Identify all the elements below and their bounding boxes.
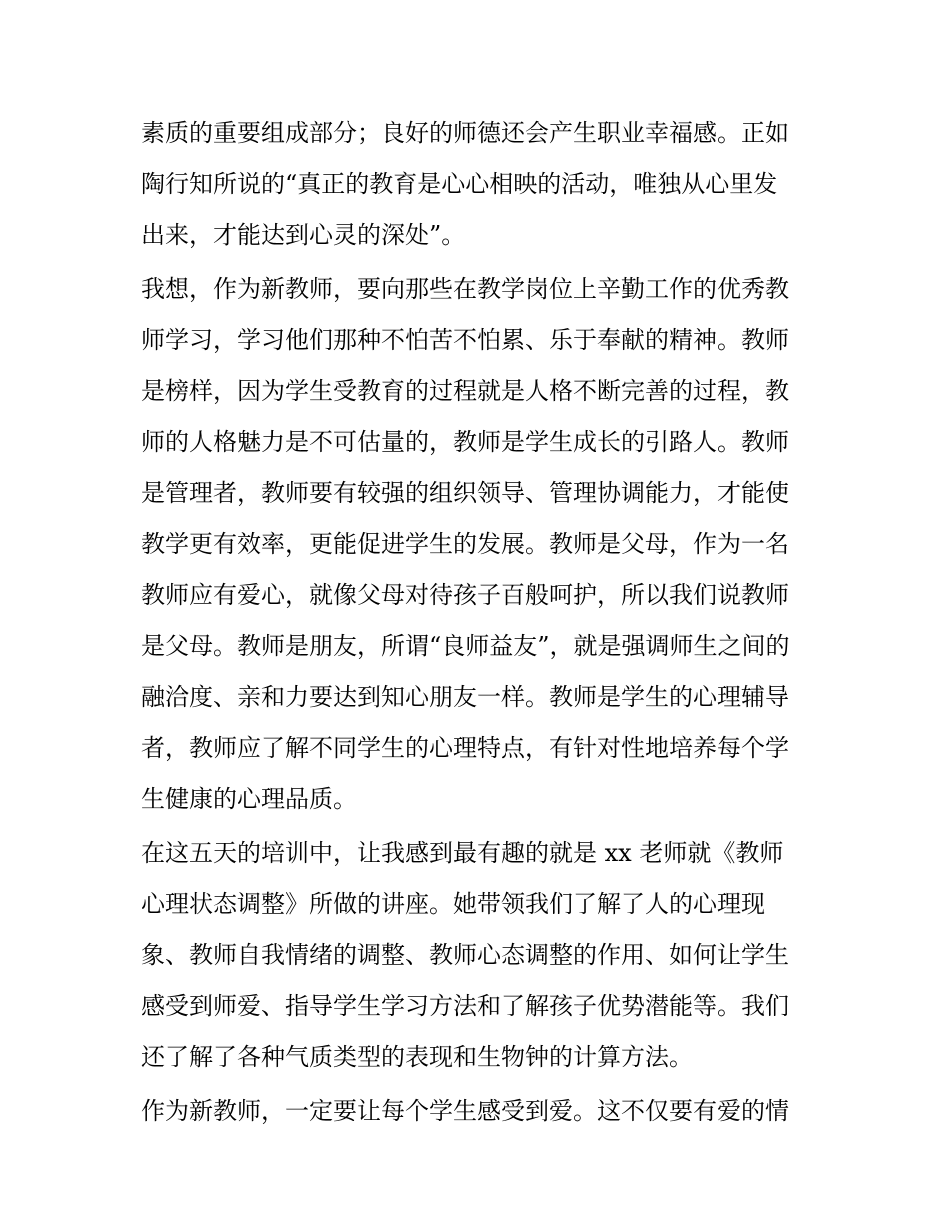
text-line: 是管理者，教师要有较强的组织领导、管理协调能力，才能使 <box>141 479 789 507</box>
document-body <box>141 108 821 1137</box>
text-line: 心理状态调整》所做的讲座。她带领我们了解了人的心理现 <box>141 890 765 918</box>
paragraph-2 <box>141 264 821 825</box>
text-line: 素质的重要组成部分；良好的师德还会产生职业幸福感。正如 <box>141 119 789 147</box>
text-line: 象、教师自我情绪的调整、教师心态调整的作用、如何让学生 <box>141 941 789 969</box>
text-line: 在这五天的培训中，让我感到最有趣的就是 xx 老师就《教师 <box>141 839 784 867</box>
text-line: 我想，作为新教师，要向那些在教学岗位上辛勤工作的优秀教 <box>141 275 789 303</box>
text-line: 感受到师爱、指导学生学习方法和了解孩子优势潜能等。我们 <box>141 992 789 1020</box>
text-line: 融洽度、亲和力要达到知心朋友一样。教师是学生的心理辅导 <box>141 683 789 711</box>
text-line: 还了解了各种气质类型的表现和生物钟的计算方法。 <box>141 1043 693 1071</box>
text-line: 师的人格魅力是不可估量的，教师是学生成长的引路人。教师 <box>141 428 789 456</box>
text-line: 生健康的心理品质。 <box>141 785 357 813</box>
text-line: 陶行知所说的“真正的教育是心心相映的活动，唯独从心里发 <box>141 170 778 198</box>
text-line: 者，教师应了解不同学生的心理特点，有针对性地培养每个学 <box>141 734 789 762</box>
text-line: 作为新教师，一定要让每个学生感受到爱。这不仅要有爱的情 <box>141 1097 789 1125</box>
text-line: 是父母。教师是朋友，所谓“良师益友”，就是强调师生之间的 <box>141 632 790 660</box>
paragraph-1 <box>141 108 821 261</box>
text-line: 出来，才能达到心灵的深处”。 <box>141 221 466 249</box>
text-line: 教师应有爱心，就像父母对待孩子百般呵护，所以我们说教师 <box>141 581 789 609</box>
text-line: 教学更有效率，更能促进学生的发展。教师是父母，作为一名 <box>141 530 789 558</box>
paragraph-3 <box>141 828 821 1083</box>
paragraph-4 <box>141 1086 821 1137</box>
text-line: 是榜样，因为学生受教育的过程就是人格不断完善的过程，教 <box>141 377 789 405</box>
text-line: 师学习，学习他们那种不怕苦不怕累、乐于奉献的精神。教师 <box>141 326 789 354</box>
